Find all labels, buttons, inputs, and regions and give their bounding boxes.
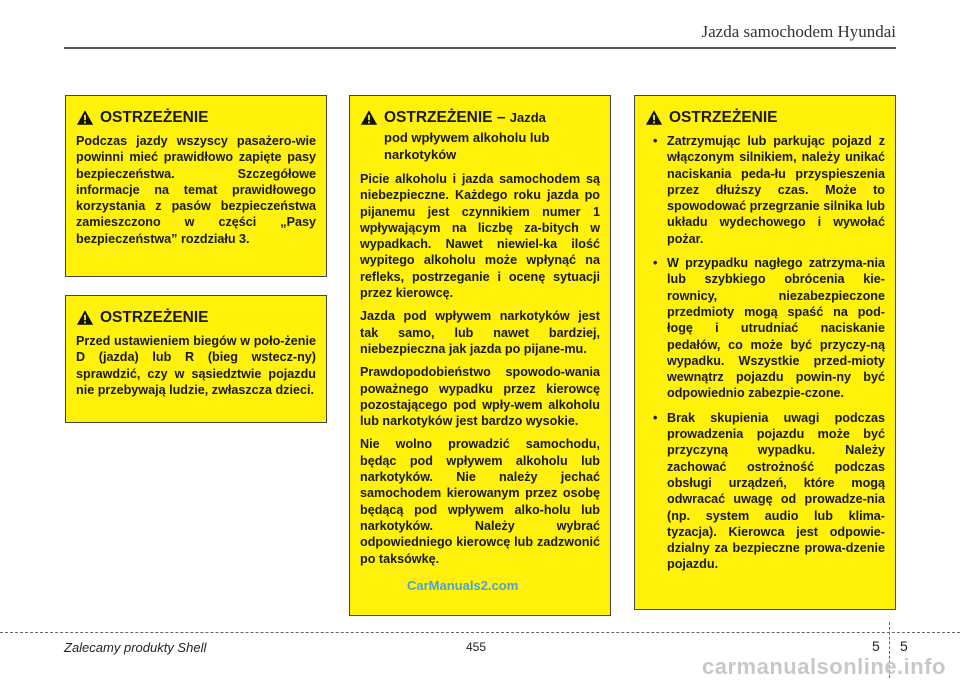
warning-paragraph: Prawdopodobieństwo spowodo-wania poważnego wypadku przez kierowcę pozostającego pod wpły-wem alkoholu lub narkotyków jest bardzo wysokie.	[360, 365, 600, 429]
bullet-icon: •	[653, 256, 658, 271]
site-watermark: carmanualsonline.info	[702, 654, 946, 679]
warning-text: Przed ustawieniem biegów w poło-żenie D (jazda) lub R (bieg wstecz-ny) sprawdzić, czy w sąsiedztwie pojazdu nie przebywają ludzie, zwłaszcza dzieci.	[76, 334, 316, 397]
warning-box-driving-safety	[634, 95, 896, 610]
footer-slogan: Zalecamy produkty Shell	[64, 640, 207, 655]
warning-title	[384, 108, 546, 127]
warning-title-main: OSTRZEŻENIE –	[384, 109, 506, 126]
list-item	[645, 255, 885, 402]
footer-rule	[0, 632, 960, 633]
warning-paragraph: Jazda pod wpływem narkotyków jest tak samo, lub nawet bardziej, niebezpieczna jak jazda po pijane-mu.	[360, 309, 600, 356]
header-rule	[64, 47, 896, 49]
inline-watermark: CarManuals2.com	[407, 578, 519, 593]
list-item	[645, 133, 885, 247]
warning-box-header	[360, 108, 600, 127]
warning-title: OSTRZEŻENIE	[100, 309, 209, 326]
warning-box-header	[76, 108, 316, 127]
warning-triangle-icon	[645, 109, 663, 126]
warning-triangle-icon	[76, 309, 94, 326]
warning-paragraph: Picie alkoholu i jazda samochodem są niebezpieczne. Każdego roku jazda po pijanemu jest czynnikiem numer 1 wpływającym na liczbę za-bitych w wypadkach. Nawet niewiel-ka ilość wypitego alkoholu może wpłynąć na refleks, postrzeganie i ocenę sytuacji przez kierowcę.	[360, 172, 600, 301]
bullet-icon: •	[653, 134, 658, 148]
warning-box-header	[645, 108, 885, 127]
warning-paragraph: Nie wolno prowadzić samochodu, będąc pod wpływem alkoholu lub narkotyków. Nie należy jechać samochodem kierowanym przez osobę będącą pod wpływem alko-holu lub narkotyków. Należy wybrać odpowiedniego kierowcę lub zadzwonić po taksówkę.	[360, 437, 600, 566]
warning-title-sub: Jazda	[509, 110, 546, 125]
warning-box-gear-shift	[65, 295, 327, 423]
warning-bullet-list	[645, 133, 885, 573]
footer-section-page: 5	[900, 638, 908, 654]
list-item-text: Brak skupienia uwagi podczas prowadzenia pojazdu może być przyczyną wypadku. Należy zachować ostrożność podczas obsługi urządzeń, które mogą odwracać uwagę od prowadze-nia (np. system audio lub klima-tyzacja). Kierowca jest odpowie-dzialny za bezpieczne prowa-dzenie pojazdu.	[667, 410, 885, 572]
warning-title: OSTRZEŻENIE	[669, 109, 778, 126]
warning-triangle-icon	[76, 109, 94, 126]
warning-title: OSTRZEŻENIE	[100, 109, 209, 126]
footer-chapter-number: 5	[872, 638, 880, 654]
warning-text: Podczas jazdy wszyscy pasażero-wie powinni mieć prawidłowo zapięte pasy bezpieczeństwa. Szczegółowe informacje na temat prawidłowego korzystania z pasów bezpieczeństwa zamieszczono w części „Pasy bezpieczeństwa” rozdziału 3.	[76, 134, 316, 246]
list-item	[645, 410, 885, 573]
warning-subtitle: pod wpływem alkoholu lub narkotyków	[384, 130, 550, 162]
list-item-text: Zatrzymując lub parkując pojazd z włączonym silnikiem, należy unikać naciskania peda-łu przyspieszenia przez dłuższy czas. Może to spowodować przegrzanie silnika lub układu wydechowego i wywołać pożar.	[667, 134, 885, 246]
page-header-title: Jazda samochodem Hyundai	[701, 22, 896, 41]
warning-box-seatbelts	[65, 95, 327, 277]
bullet-icon: •	[653, 410, 658, 425]
warning-box-alcohol-drugs	[349, 95, 611, 616]
footer-page-number: 455	[466, 640, 487, 654]
warning-box-header	[76, 308, 316, 327]
warning-triangle-icon	[360, 109, 378, 126]
list-item-text: W przypadku nagłego zatrzyma-nia lub szybkiego obrócenia kie-rownicy, niezabezpieczone przedmioty mogą spaść na pod-łogę i utrudniać naciskanie pedałów, co może być przyczy-ną wypadku. Wszystkie przed-mioty wewnątrz pojazdu powin-ny być odpowiednio zabezpie-czone.	[667, 256, 885, 401]
